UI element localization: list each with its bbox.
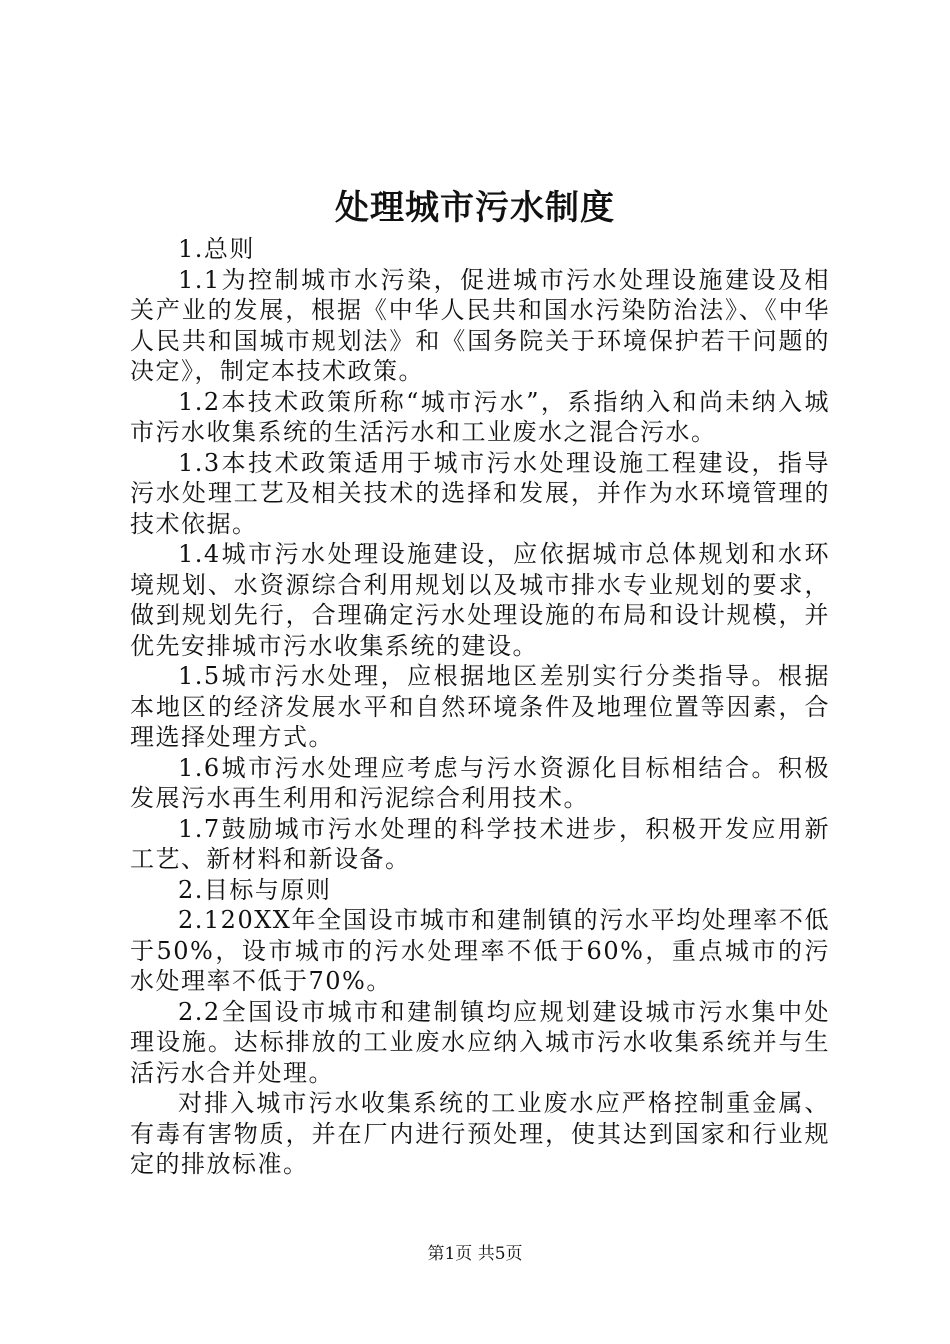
- section-heading: 1.总则: [178, 235, 255, 263]
- paragraph: 1.7鼓励城市污水处理的科学技术进步，积极开发应用新工艺、新材料和新设备。: [130, 814, 830, 873]
- paragraph: 1.2本技术政策所称“城市污水”，系指纳入和尚未纳入城市污水收集系统的生活污水和工业废水之混合污水。: [130, 387, 830, 446]
- paragraph: 1.5城市污水处理，应根据地区差别实行分类指导。根据本地区的经济发展水平和自然环境条件及地理位置等因素，合理选择处理方式。: [130, 662, 830, 751]
- document-body: [130, 234, 830, 1180]
- section-heading: 2.目标与原则: [178, 875, 332, 904]
- paragraph: 1.3本技术政策适用于城市污水处理设施工程建设，指导污水处理工艺及相关技术的选择和发展，并作为水环境管理的技术依据。: [130, 448, 830, 538]
- document-title: 处理城市污水制度: [335, 188, 615, 228]
- page-number-footer: 第1页 共5页: [427, 1244, 523, 1264]
- paragraph: 1.6城市污水处理应考虑与污水资源化目标相结合。积极发展污水再生利用和污泥综合利用技术。: [130, 753, 830, 812]
- paragraph: 1.4城市污水处理设施建设，应依据城市总体规划和水环境规划、水资源综合利用规划以及城市排水专业规划的要求，做到规划先行，合理确定污水处理设施的布局和设计规模，并优先安排城市污水收集系统的建设。: [130, 540, 830, 660]
- paragraph: 2.120XX年全国设市城市和建制镇的污水平均处理率不低于50%，设市城市的污水处理率不低于60%，重点城市的污水处理率不低于70%。: [130, 906, 830, 995]
- paragraph: 对排入城市污水收集系统的工业废水应严格控制重金属、有毒有害物质，并在厂内进行预处理，使其达到国家和行业规定的排放标准。: [130, 1089, 830, 1178]
- paragraph: 2.2全国设市城市和建制镇均应规划建设城市污水集中处理设施。达标排放的工业废水应纳入城市污水收集系统并与生活污水合并处理。: [130, 997, 830, 1087]
- paragraph: 1.1为控制城市水污染，促进城市污水处理设施建设及相关产业的发展，根据《中华人民共和国水污染防治法》、《中华人民共和国城市规划法》和《国务院关于环境保护若干问题的决定》，制定本技术政策。: [130, 265, 830, 385]
